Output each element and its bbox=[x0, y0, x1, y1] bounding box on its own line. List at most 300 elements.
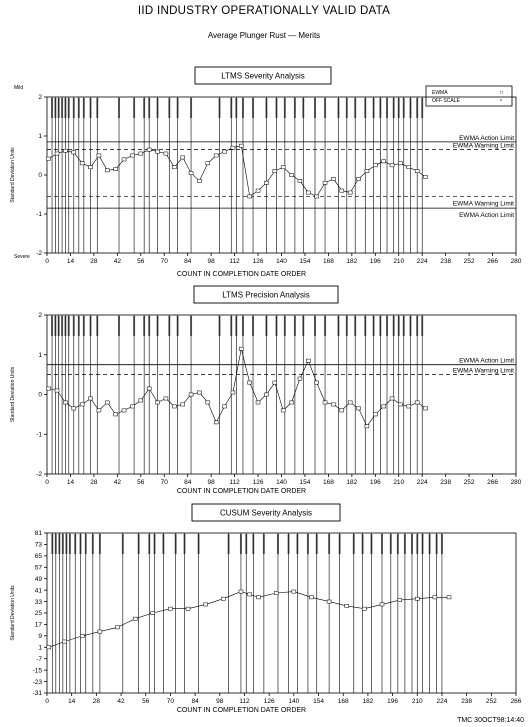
y-tick-label: -1 bbox=[36, 211, 42, 219]
event-label-mark bbox=[85, 534, 87, 554]
x-tick-label: 210 bbox=[411, 698, 423, 705]
plot-frame bbox=[47, 97, 516, 253]
y-tick-label: 17 bbox=[34, 621, 42, 629]
x-tick-label: 112 bbox=[229, 479, 240, 486]
data-point bbox=[55, 152, 59, 155]
data-point bbox=[122, 158, 126, 161]
data-point bbox=[290, 173, 294, 176]
data-point bbox=[164, 397, 168, 400]
event-label-mark bbox=[398, 316, 400, 336]
reference-line-label: EWMA Action Limit bbox=[459, 212, 514, 220]
data-point bbox=[63, 640, 67, 643]
event-label-mark bbox=[80, 534, 82, 554]
event-label-mark bbox=[403, 316, 405, 336]
panel-title: LTMS Severity Analysis bbox=[221, 71, 305, 81]
y-tick-label: -23 bbox=[32, 678, 42, 686]
report-subtitle: Average Plunger Rust — Merits bbox=[207, 31, 321, 40]
data-point bbox=[348, 401, 352, 404]
x-tick-label: 168 bbox=[322, 479, 334, 486]
event-label-mark bbox=[92, 534, 94, 554]
data-point bbox=[248, 593, 252, 596]
data-point bbox=[309, 596, 313, 599]
data-point bbox=[206, 162, 210, 165]
x-tick-label: 210 bbox=[393, 479, 405, 486]
event-label-mark bbox=[69, 534, 71, 554]
data-point bbox=[357, 177, 361, 180]
event-label-mark bbox=[54, 98, 56, 118]
data-point bbox=[362, 607, 366, 610]
event-label-mark bbox=[96, 316, 98, 336]
event-label-mark bbox=[316, 534, 318, 554]
event-label-mark bbox=[61, 98, 63, 118]
data-point bbox=[248, 195, 252, 198]
x-tick-label: 126 bbox=[252, 479, 264, 486]
data-point bbox=[139, 152, 143, 155]
x-tick-label: 140 bbox=[276, 258, 287, 265]
x-tick-label: 140 bbox=[288, 698, 300, 705]
data-point bbox=[72, 407, 76, 410]
data-point bbox=[365, 425, 369, 428]
x-tick-label: 84 bbox=[191, 698, 199, 705]
data-point bbox=[373, 413, 377, 416]
event-label-mark bbox=[143, 98, 145, 118]
event-label-mark bbox=[83, 98, 85, 118]
event-label-mark bbox=[265, 98, 267, 118]
event-label-mark bbox=[393, 316, 395, 336]
data-point bbox=[186, 607, 190, 610]
data-point bbox=[63, 401, 67, 404]
data-point bbox=[55, 389, 59, 392]
event-label-mark bbox=[307, 534, 309, 554]
x-tick-label: 70 bbox=[166, 698, 175, 705]
event-label-mark bbox=[314, 316, 316, 336]
x-tick-label: 98 bbox=[207, 479, 215, 486]
event-label-mark bbox=[346, 98, 348, 118]
event-label-mark bbox=[51, 534, 53, 554]
data-point bbox=[114, 413, 118, 416]
data-point bbox=[340, 409, 344, 412]
event-label-mark bbox=[51, 98, 53, 118]
x-tick-label: 112 bbox=[229, 258, 240, 265]
data-point bbox=[97, 154, 101, 157]
event-label-mark bbox=[157, 316, 159, 336]
x-tick-label: 56 bbox=[137, 479, 145, 486]
data-point bbox=[306, 191, 310, 194]
event-label-mark bbox=[78, 98, 80, 118]
event-label-mark bbox=[96, 98, 98, 118]
data-point bbox=[264, 181, 268, 184]
data-point bbox=[156, 150, 160, 153]
y-tick-label: 73 bbox=[34, 541, 42, 549]
y-tick-label: 2 bbox=[38, 312, 42, 320]
event-label-mark bbox=[68, 316, 70, 336]
event-label-mark bbox=[284, 316, 286, 336]
data-point bbox=[181, 403, 185, 406]
data-point bbox=[424, 175, 428, 178]
event-label-mark bbox=[240, 534, 242, 554]
data-point bbox=[315, 381, 319, 384]
x-tick-label: 126 bbox=[252, 258, 264, 265]
data-point bbox=[415, 170, 419, 173]
event-label-mark bbox=[436, 534, 438, 554]
y-tick-label: -15 bbox=[32, 667, 42, 675]
x-tick-label: 266 bbox=[510, 698, 522, 705]
event-label-mark bbox=[58, 534, 60, 554]
legend-item-ewma-symbol: □ bbox=[500, 90, 504, 96]
data-point bbox=[345, 604, 349, 607]
x-tick-label: 14 bbox=[68, 698, 76, 705]
data-point bbox=[47, 157, 51, 160]
event-label-mark bbox=[302, 98, 304, 118]
event-label-mark bbox=[118, 98, 120, 118]
event-label-mark bbox=[263, 534, 265, 554]
y-tick-label: 9 bbox=[38, 633, 42, 641]
data-point bbox=[223, 405, 227, 408]
data-point bbox=[315, 195, 319, 198]
data-point bbox=[181, 156, 185, 159]
x-tick-label: 28 bbox=[90, 479, 98, 486]
reference-line-label: EWMA Action Limit bbox=[459, 134, 514, 142]
y-tick-label: 25 bbox=[34, 610, 42, 618]
reference-line-label: EWMA Warning Limit bbox=[452, 142, 514, 150]
event-label-mark bbox=[245, 534, 247, 554]
data-point bbox=[156, 401, 160, 404]
event-label-mark bbox=[242, 316, 244, 336]
event-label-mark bbox=[99, 534, 101, 554]
data-point bbox=[398, 162, 402, 165]
event-label-mark bbox=[154, 534, 156, 554]
plot-frame bbox=[47, 315, 516, 474]
x-axis-title: COUNT IN COMPLETION DATE ORDER bbox=[176, 707, 307, 714]
x-tick-label: 168 bbox=[337, 698, 349, 705]
event-label-mark bbox=[314, 98, 316, 118]
y-tick-label: 81 bbox=[34, 530, 42, 538]
event-label-mark bbox=[58, 98, 60, 118]
y-tick-label: 65 bbox=[34, 553, 42, 561]
x-tick-label: 0 bbox=[45, 479, 49, 486]
event-label-mark bbox=[265, 316, 267, 336]
data-point bbox=[130, 405, 134, 408]
data-point bbox=[98, 630, 102, 633]
data-point bbox=[298, 179, 302, 182]
data-point bbox=[256, 401, 260, 404]
event-label-mark bbox=[416, 98, 418, 118]
event-label-mark bbox=[324, 316, 326, 336]
event-label-mark bbox=[168, 98, 170, 118]
data-point bbox=[298, 377, 302, 380]
x-tick-label: 266 bbox=[487, 258, 498, 265]
x-tick-label: 56 bbox=[137, 258, 145, 265]
event-label-mark bbox=[184, 534, 186, 554]
data-point bbox=[130, 154, 134, 157]
event-label-mark bbox=[51, 316, 53, 336]
event-label-mark bbox=[328, 534, 330, 554]
event-label-mark bbox=[416, 534, 418, 554]
event-label-mark bbox=[73, 98, 75, 118]
x-tick-label: 224 bbox=[416, 258, 428, 265]
data-point bbox=[382, 405, 386, 408]
data-point bbox=[80, 634, 84, 637]
data-point bbox=[72, 151, 76, 154]
event-label-mark bbox=[242, 98, 244, 118]
data-point bbox=[97, 409, 101, 412]
data-point bbox=[133, 617, 137, 620]
event-label-mark bbox=[288, 534, 290, 554]
event-label-mark bbox=[54, 316, 56, 336]
x-tick-label: 210 bbox=[393, 258, 405, 265]
y-tick-label: 41 bbox=[34, 587, 42, 595]
data-point bbox=[214, 154, 218, 157]
event-label-mark bbox=[373, 98, 375, 118]
event-label-mark bbox=[346, 316, 348, 336]
x-tick-label: 84 bbox=[184, 258, 192, 265]
x-tick-label: 126 bbox=[263, 698, 275, 705]
data-point bbox=[398, 403, 402, 406]
data-point bbox=[47, 387, 51, 390]
event-label-mark bbox=[143, 316, 145, 336]
x-tick-label: 280 bbox=[510, 258, 522, 265]
data-point bbox=[116, 626, 120, 629]
data-point bbox=[47, 646, 51, 649]
data-point bbox=[80, 162, 84, 165]
event-label-mark bbox=[379, 316, 381, 336]
data-point bbox=[433, 596, 437, 599]
y-tick-label: 33 bbox=[34, 598, 42, 606]
event-label-mark bbox=[65, 534, 67, 554]
event-label-mark bbox=[64, 316, 66, 336]
data-point bbox=[340, 189, 344, 192]
event-label-mark bbox=[58, 316, 60, 336]
event-label-mark bbox=[252, 98, 254, 118]
x-tick-label: 112 bbox=[239, 698, 250, 705]
x-tick-label: 70 bbox=[160, 258, 168, 265]
event-label-mark bbox=[252, 316, 254, 336]
data-point bbox=[348, 191, 352, 194]
plot-frame bbox=[47, 533, 516, 693]
x-tick-label: 224 bbox=[436, 698, 448, 705]
x-tick-label: 70 bbox=[160, 479, 168, 486]
data-point bbox=[139, 399, 143, 402]
x-tick-label: 238 bbox=[440, 258, 452, 265]
event-label-mark bbox=[302, 316, 304, 336]
y-tick-label: -2 bbox=[36, 250, 42, 258]
event-label-mark bbox=[90, 316, 92, 336]
y-tick-label: -2 bbox=[36, 471, 42, 479]
data-point bbox=[323, 401, 327, 404]
event-label-mark bbox=[277, 534, 279, 554]
data-point bbox=[151, 611, 155, 614]
y-tick-label: 49 bbox=[34, 575, 42, 583]
event-label-mark bbox=[198, 534, 200, 554]
data-point bbox=[373, 164, 377, 167]
x-tick-label: 266 bbox=[487, 479, 498, 486]
event-label-mark bbox=[354, 316, 356, 336]
x-tick-label: 252 bbox=[463, 258, 475, 265]
chart-panel-2 bbox=[10, 286, 522, 495]
event-label-mark bbox=[339, 534, 341, 554]
y-tick-label: 57 bbox=[34, 564, 42, 572]
x-tick-label: 154 bbox=[299, 258, 311, 265]
event-label-mark bbox=[386, 316, 388, 336]
event-label-mark bbox=[386, 98, 388, 118]
x-tick-label: 28 bbox=[92, 698, 100, 705]
data-point bbox=[415, 401, 419, 404]
event-label-mark bbox=[78, 316, 80, 336]
x-tick-label: 252 bbox=[485, 698, 497, 705]
x-tick-label: 84 bbox=[184, 479, 192, 486]
data-point bbox=[197, 179, 201, 182]
x-tick-label: 56 bbox=[142, 698, 150, 705]
event-label-mark bbox=[55, 534, 57, 554]
y-bottom-label: Severe bbox=[14, 254, 30, 260]
event-label-mark bbox=[219, 98, 221, 118]
series-line bbox=[49, 592, 449, 648]
event-label-mark bbox=[73, 316, 75, 336]
event-label-mark bbox=[404, 534, 406, 554]
data-point bbox=[281, 166, 285, 169]
y-top-label: Mild bbox=[14, 85, 24, 91]
event-label-mark bbox=[416, 316, 418, 336]
event-label-mark bbox=[379, 98, 381, 118]
data-point bbox=[105, 401, 109, 404]
event-label-mark bbox=[393, 98, 395, 118]
data-point bbox=[365, 170, 369, 173]
x-tick-label: 182 bbox=[362, 698, 374, 705]
event-label-mark bbox=[148, 534, 150, 554]
data-point bbox=[114, 168, 118, 171]
event-label-mark bbox=[429, 534, 431, 554]
y-tick-label: -1 bbox=[36, 431, 42, 439]
event-label-mark bbox=[370, 534, 372, 554]
data-point bbox=[105, 169, 109, 172]
event-label-mark bbox=[148, 316, 150, 336]
y-tick-label: 2 bbox=[38, 94, 42, 102]
event-label-mark bbox=[337, 316, 339, 336]
data-point bbox=[273, 381, 277, 384]
data-point bbox=[331, 403, 335, 406]
data-point bbox=[231, 391, 235, 394]
x-tick-label: 182 bbox=[346, 258, 358, 265]
data-point bbox=[239, 144, 243, 147]
data-point bbox=[164, 152, 168, 155]
x-tick-label: 196 bbox=[369, 479, 381, 486]
data-point bbox=[172, 166, 176, 169]
event-label-mark bbox=[354, 98, 356, 118]
event-label-mark bbox=[421, 98, 423, 118]
y-axis-title: Standard Deviation Units bbox=[10, 585, 16, 641]
data-point bbox=[357, 407, 361, 410]
series-line bbox=[49, 349, 426, 427]
event-label-mark bbox=[403, 98, 405, 118]
data-point bbox=[281, 409, 285, 412]
event-label-mark bbox=[133, 316, 135, 336]
data-point bbox=[122, 409, 126, 412]
event-label-mark bbox=[83, 316, 85, 336]
y-tick-label: 0 bbox=[38, 172, 42, 180]
y-axis-title: Standard Deviation Units bbox=[10, 366, 16, 423]
data-point bbox=[306, 359, 310, 362]
x-tick-label: 280 bbox=[510, 479, 522, 486]
data-point bbox=[189, 171, 193, 174]
data-point bbox=[147, 148, 151, 151]
event-label-mark bbox=[177, 316, 179, 336]
x-tick-label: 196 bbox=[387, 698, 399, 705]
data-point bbox=[223, 150, 227, 153]
event-label-mark bbox=[168, 316, 170, 336]
y-tick-label: 1 bbox=[38, 644, 42, 652]
data-point bbox=[147, 387, 151, 390]
event-label-mark bbox=[62, 534, 64, 554]
event-label-mark bbox=[235, 98, 237, 118]
x-axis-title: COUNT IN COMPLETION DATE ORDER bbox=[176, 271, 307, 278]
event-label-mark bbox=[61, 316, 63, 336]
event-label-mark bbox=[296, 534, 298, 554]
event-label-mark bbox=[90, 98, 92, 118]
x-tick-label: 238 bbox=[440, 479, 452, 486]
event-label-mark bbox=[364, 316, 366, 336]
event-label-mark bbox=[64, 98, 66, 118]
data-point bbox=[327, 600, 331, 603]
data-point bbox=[214, 421, 218, 424]
event-label-mark bbox=[294, 316, 296, 336]
x-tick-label: 168 bbox=[322, 258, 334, 265]
data-point bbox=[380, 603, 384, 606]
x-tick-label: 0 bbox=[45, 698, 49, 705]
event-label-mark bbox=[381, 534, 383, 554]
data-point bbox=[407, 166, 411, 169]
data-point bbox=[172, 405, 176, 408]
event-label-mark bbox=[118, 316, 120, 336]
event-label-mark bbox=[230, 316, 232, 336]
data-point bbox=[390, 397, 394, 400]
data-point bbox=[390, 164, 394, 167]
reference-line-label: EWMA Warning Limit bbox=[452, 367, 514, 375]
y-axis-title: Standard Deviation Units bbox=[10, 147, 16, 203]
data-point bbox=[206, 401, 210, 404]
event-label-mark bbox=[148, 98, 150, 118]
x-tick-label: 154 bbox=[313, 698, 324, 705]
data-point bbox=[197, 391, 201, 394]
data-point bbox=[323, 181, 327, 184]
event-label-mark bbox=[409, 316, 411, 336]
data-point bbox=[89, 397, 93, 400]
legend-item-offscale-label: OFF SCALE bbox=[432, 98, 460, 104]
x-tick-label: 42 bbox=[113, 479, 121, 486]
x-tick-label: 14 bbox=[66, 258, 75, 265]
x-tick-label: 14 bbox=[66, 479, 75, 486]
data-point bbox=[290, 401, 294, 404]
x-tick-label: 196 bbox=[369, 258, 381, 265]
event-label-mark bbox=[133, 98, 135, 118]
x-tick-label: 98 bbox=[216, 698, 224, 705]
y-tick-label: 1 bbox=[38, 351, 42, 359]
reference-line-label: EWMA Action Limit bbox=[459, 357, 514, 365]
event-label-mark bbox=[219, 316, 221, 336]
x-tick-label: 252 bbox=[463, 479, 475, 486]
data-point bbox=[424, 407, 428, 410]
data-point bbox=[168, 607, 172, 610]
event-label-mark bbox=[275, 98, 277, 118]
x-tick-label: 98 bbox=[207, 258, 215, 265]
data-point bbox=[292, 590, 296, 593]
event-label-mark bbox=[421, 316, 423, 336]
report-title: IID INDUSTRY OPERATIONALLY VALID DATA bbox=[137, 5, 391, 17]
data-point bbox=[273, 170, 277, 173]
event-label-mark bbox=[138, 534, 140, 554]
x-tick-label: 238 bbox=[461, 698, 473, 705]
data-point bbox=[382, 160, 386, 163]
event-label-mark bbox=[275, 316, 277, 336]
